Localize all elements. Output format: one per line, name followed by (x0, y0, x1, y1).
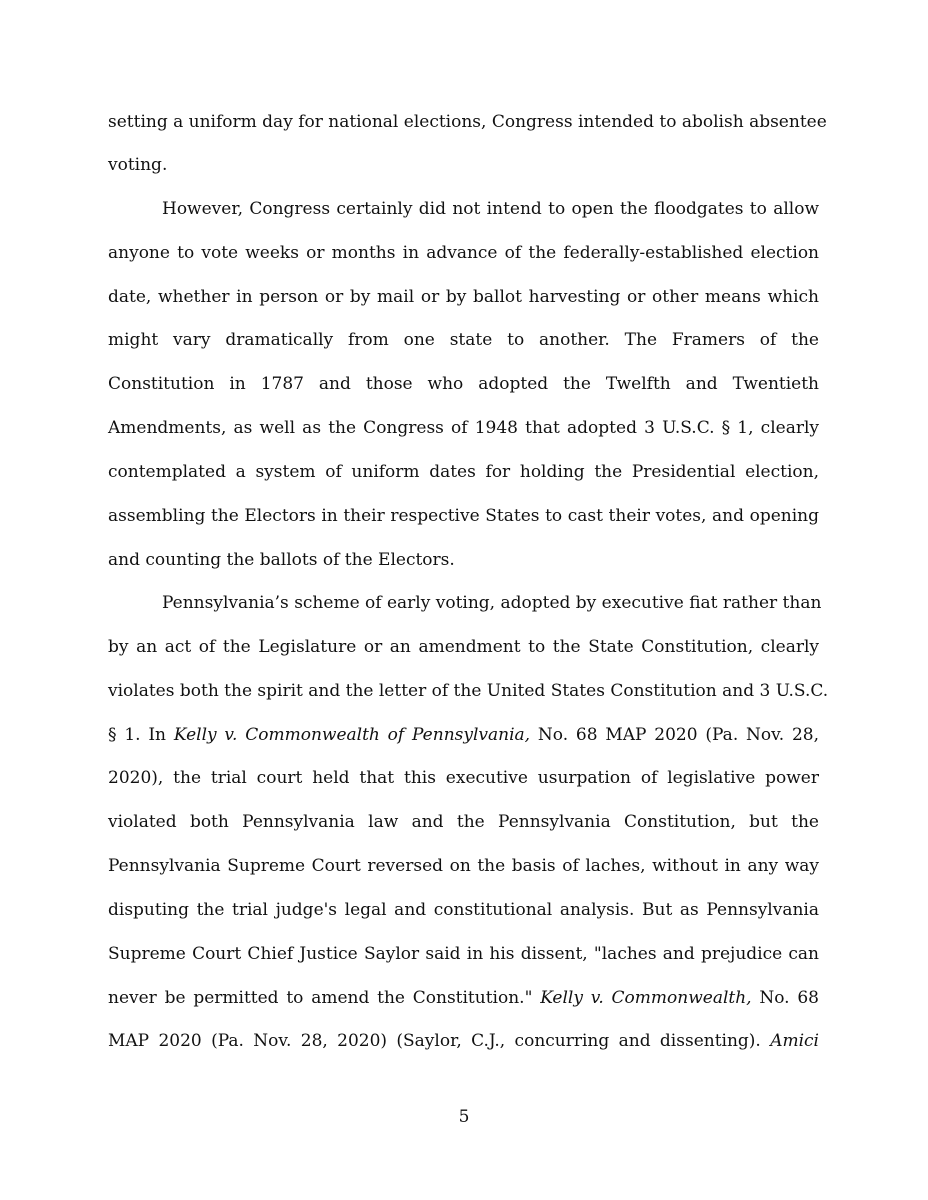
body-text-line: disputing the trial judge's legal and constitutional analysis. But as Pennsylvania (108, 900, 819, 920)
body-text-line: 2020), the trial court held that this executive usurpation of legislative power (108, 768, 819, 788)
body-text-line: voting. (108, 155, 168, 175)
body-text-line: date, whether in person or by mail or by ballot harvesting or other means which (108, 287, 819, 307)
body-text-line: Pennsylvania Supreme Court reversed on the basis of laches, without in any way (108, 856, 819, 876)
body-text-line (108, 1031, 819, 1051)
body-text-line: However, Congress certainly did not intend to open the floodgates to allow (162, 199, 819, 219)
case-citation: No. 68 MAP 2020 (Pa. Nov. 28, (530, 725, 819, 745)
body-text-line: Pennsylvania’s scheme of early voting, adopted by executive fiat rather than (162, 593, 822, 613)
case-name: Kelly v. Commonwealth of Pennsylvania, (173, 725, 531, 745)
quotation-text: never be permitted to amend the Constitution." (108, 988, 541, 1008)
body-text-line: violated both Pennsylvania law and the Pennsylvania Constitution, but the (108, 812, 819, 832)
body-text-line: violates both the spirit and the letter of the United States Constitution and 3 U.S.C. (108, 681, 829, 701)
body-text-line (108, 725, 819, 745)
body-text-line: might vary dramatically from one state to another. The Framers of the (108, 330, 819, 350)
amici-word: Amici (770, 1031, 819, 1051)
page-number: 5 (458, 1107, 470, 1127)
case-name: Kelly v. Commonwealth, (540, 988, 752, 1008)
body-text-line: and counting the ballots of the Electors. (108, 550, 455, 570)
case-citation: No. 68 (751, 988, 819, 1008)
body-text-line: by an act of the Legislature or an amendment to the State Constitution, clearly (108, 637, 819, 657)
body-text-line: setting a uniform day for national elections, Congress intended to abolish absentee (108, 112, 827, 132)
body-text-line: Constitution in 1787 and those who adopted the Twelfth and Twentieth (108, 374, 819, 394)
body-text-line (108, 988, 819, 1008)
body-text-line: Supreme Court Chief Justice Saylor said in his dissent, "laches and prejudice can (108, 944, 819, 964)
body-text-line: anyone to vote weeks or months in advance of the federally-established election (108, 243, 819, 263)
body-text-line: contemplated a system of uniform dates for holding the Presidential election, (108, 462, 819, 482)
body-text-line: assembling the Electors in their respective States to cast their votes, and opening (108, 506, 819, 526)
section-citation: § 1. In (108, 725, 174, 745)
body-text-line: Amendments, as well as the Congress of 1948 that adopted 3 U.S.C. § 1, clearly (108, 418, 819, 438)
case-citation: MAP 2020 (Pa. Nov. 28, 2020) (Saylor, C.J., concurring and dissenting). (108, 1031, 771, 1051)
